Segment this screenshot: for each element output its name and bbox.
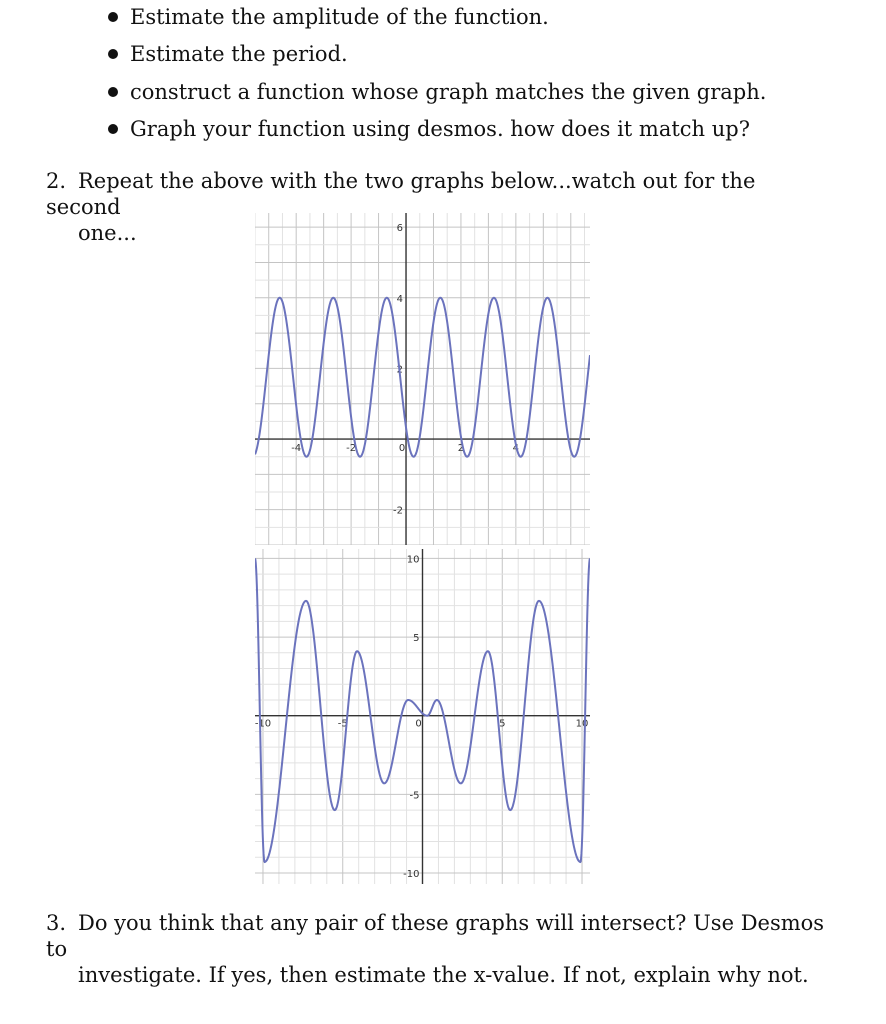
- x-tick-label: 0: [398, 443, 406, 455]
- y-tick-label: 6: [396, 223, 404, 235]
- x-tick-label: 0: [415, 718, 422, 730]
- bullet-item: Graph your function using desmos. how does it match up?: [108, 117, 750, 141]
- y-tick-label: -10: [403, 868, 420, 880]
- y-tick-label: 10: [406, 554, 420, 566]
- y-tick-label: 5: [413, 633, 420, 645]
- bullet-dot-icon: [108, 12, 118, 22]
- question-text-line2: one...: [78, 221, 137, 245]
- graph-2-tick-labels: [255, 554, 588, 880]
- graph-2: [255, 549, 590, 884]
- x-tick-label: 2: [457, 443, 465, 455]
- question-text-line1: Repeat the above with the two graphs below...watch out for the second: [46, 169, 756, 219]
- x-tick-label: 4: [512, 443, 520, 455]
- question-3: [46, 910, 826, 988]
- y-tick-label: -2: [393, 505, 404, 517]
- bullet-item: construct a function whose graph matches the given graph.: [108, 80, 766, 104]
- bullet-dot-icon: [108, 87, 118, 97]
- question-number: 2.: [46, 169, 67, 193]
- y-tick-label: -5: [409, 790, 420, 802]
- question-text-line2: investigate. If yes, then estimate the x-value. If not, explain why not.: [78, 963, 809, 987]
- graph-2-axes: [255, 549, 590, 884]
- question-number: 3.: [46, 911, 67, 935]
- x-tick-label: 5: [499, 718, 506, 730]
- x-tick-label: -5: [337, 718, 348, 730]
- bullet-item: Estimate the amplitude of the function.: [108, 5, 549, 29]
- graph-1-tick-labels: [291, 223, 519, 517]
- bullet-dot-icon: [108, 49, 118, 59]
- graph-1-grid: [255, 213, 590, 545]
- bullet-dot-icon: [108, 124, 118, 134]
- graph-1: [255, 213, 590, 545]
- graph-1-curve: [255, 298, 590, 457]
- x-tick-label: -2: [346, 443, 357, 455]
- y-tick-label: 4: [396, 293, 404, 305]
- bullet-item: Estimate the period.: [108, 42, 348, 66]
- x-tick-label: -10: [255, 718, 272, 730]
- x-tick-label: -4: [291, 443, 302, 455]
- x-tick-label: 10: [575, 718, 589, 730]
- question-text-line1: Do you think that any pair of these graphs will intersect? Use Desmos to: [46, 911, 825, 961]
- y-tick-label: 2: [396, 364, 404, 376]
